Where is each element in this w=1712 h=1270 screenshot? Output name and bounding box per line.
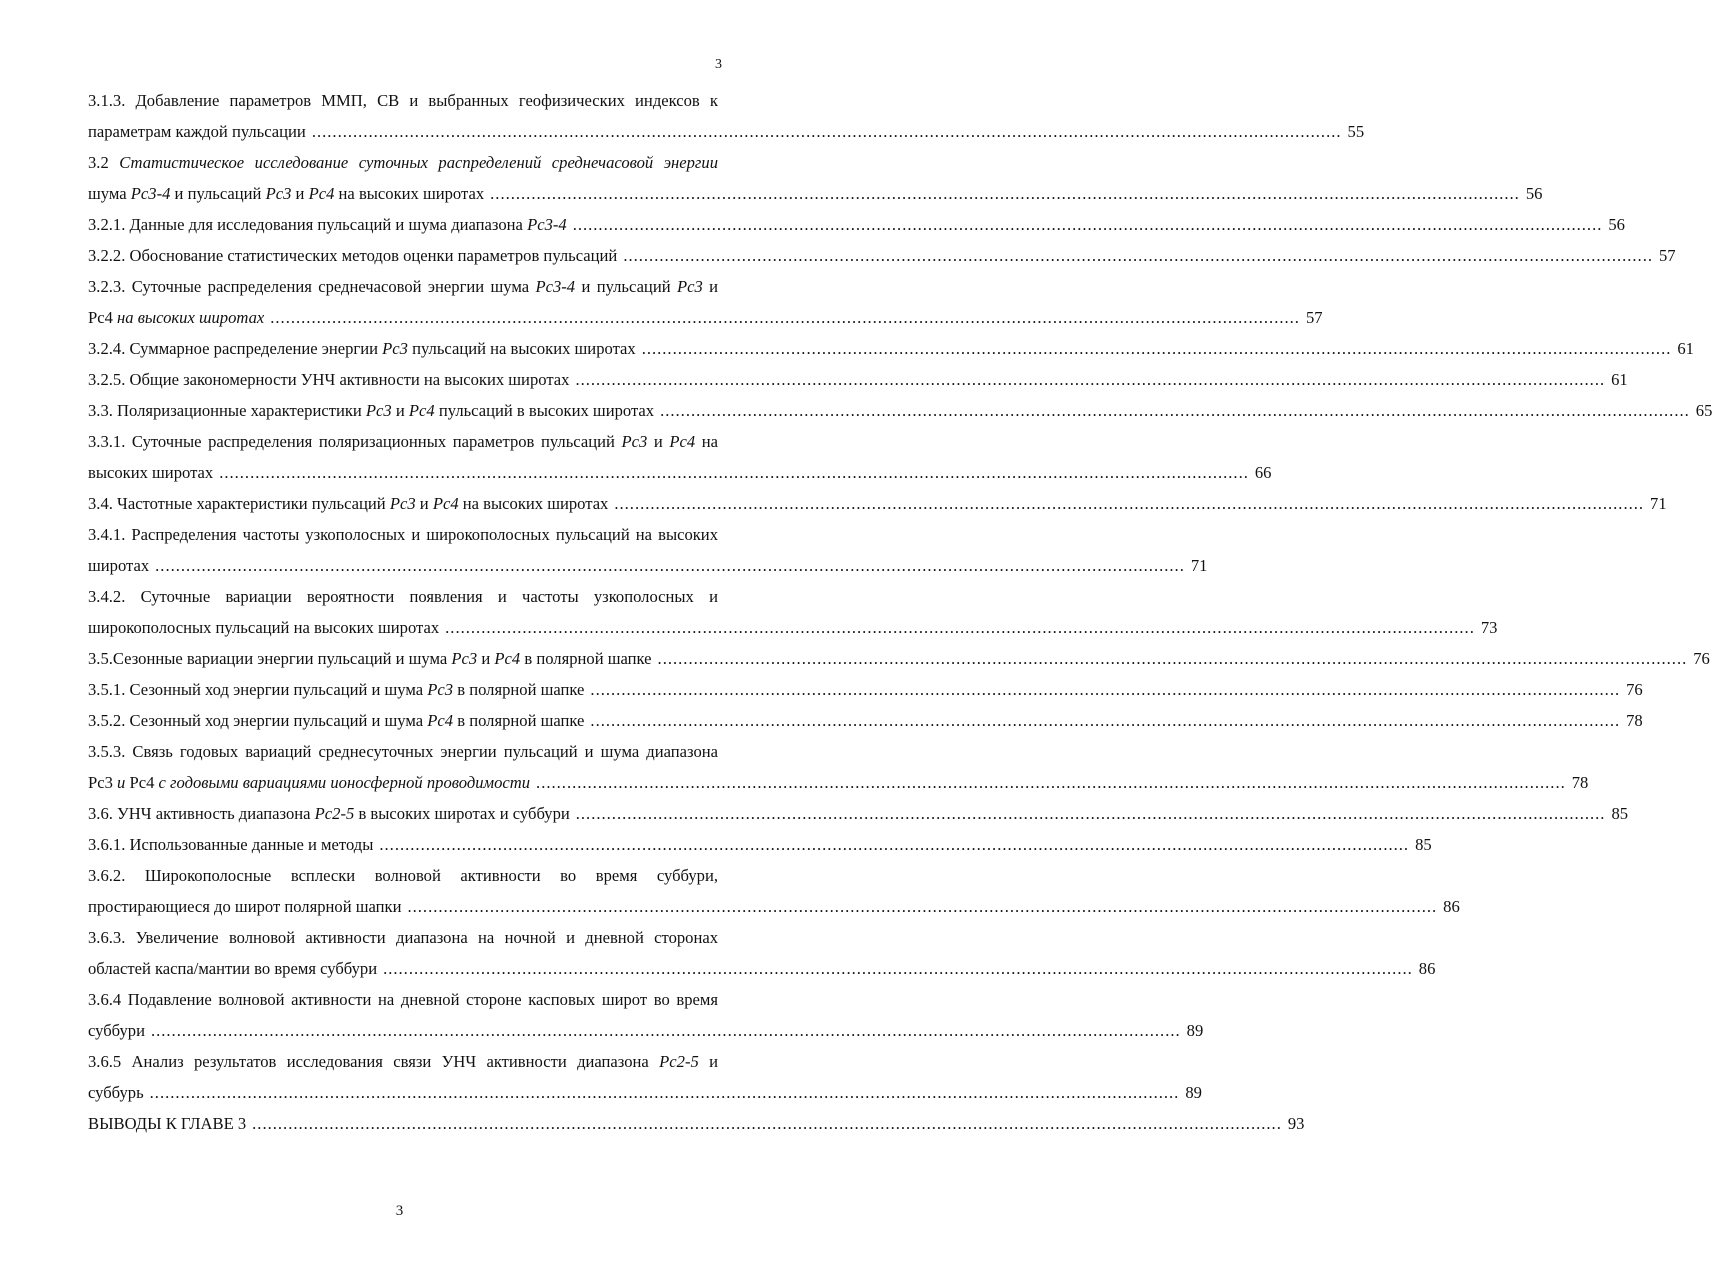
- toc-entry-title: [88, 302, 264, 333]
- toc-entry-line[interactable]: [88, 550, 1208, 581]
- entry-text: 3.2.5. Общие закономерности УНЧ активности на высоких широтах: [88, 370, 570, 389]
- toc-page-number: 61: [1611, 370, 1628, 389]
- entry-text: в полярной шапке: [453, 711, 585, 730]
- entry-text: в полярной шапке: [453, 680, 585, 699]
- toc-entry-line: [88, 581, 718, 612]
- toc-entry-title: [88, 643, 652, 674]
- toc-entry-title: [88, 488, 608, 519]
- dot-leader: ........................................................................................................................................................................................................: [614, 494, 1645, 513]
- entry-text: Pc3: [88, 773, 113, 792]
- toc-page-number: 66: [1254, 463, 1272, 482]
- toc-entry-line: [88, 1046, 718, 1077]
- entry-text: ВЫВОДЫ К ГЛАВЕ 3: [88, 1114, 247, 1133]
- entry-text: 3.6.2. Широкополосные всплески волновой активности во время суббури,: [88, 866, 718, 885]
- toc-entry-line[interactable]: [88, 364, 1628, 395]
- toc-page-number: 56: [1608, 215, 1625, 234]
- toc-entry-title: [88, 612, 439, 643]
- dot-leader: ........................................................................................................................................................................................................: [407, 897, 1438, 916]
- entry-text: высоких широтах: [88, 463, 214, 482]
- entry-text: 3.5.Сезонные вариации энергии пульсаций и шума: [88, 649, 452, 668]
- italic-term: Pc4: [669, 432, 696, 451]
- footer-page-number: 3: [395, 1203, 404, 1219]
- entry-text: 3.1.3. Добавление параметров ММП, СВ и выбранных геофизических индексов к: [88, 91, 718, 110]
- toc-entry-title: [88, 550, 149, 581]
- entry-text: 3.4.1. Распределения частоты узкополосных и широкополосных пульсаций на высоких: [88, 525, 718, 544]
- entry-text: шума: [88, 184, 131, 203]
- toc-entry-line[interactable]: [88, 1108, 1305, 1139]
- toc-entry-title: [88, 798, 570, 829]
- toc-page-number: 76: [1693, 649, 1710, 668]
- header-page-number: 3: [715, 57, 722, 72]
- toc-entry-line[interactable]: [88, 240, 1676, 271]
- entry-text: 3.5.2. Сезонный ход энергии пульсаций и шума: [88, 711, 428, 730]
- toc-entry-line[interactable]: [88, 178, 1543, 209]
- italic-term: Pc4: [427, 711, 454, 730]
- italic-term: на высоких широтах: [112, 308, 265, 327]
- entry-text: 3.6.3. Увеличение волновой активности диапазона на ночной и дневной сторонах: [88, 928, 718, 947]
- dot-leader: ........................................................................................................................................................................................................: [219, 463, 1249, 482]
- entry-text: 3.6.4 Подавление волновой активности на дневной стороне касповых широт во время: [88, 990, 718, 1009]
- toc-entry-title: [88, 1077, 144, 1108]
- dot-leader: ........................................................................................................................................................................................................: [657, 649, 1688, 668]
- toc-entry-line[interactable]: [88, 612, 1498, 643]
- dot-leader: ........................................................................................................................................................................................................: [270, 308, 1300, 327]
- toc-entry-line[interactable]: [88, 953, 1436, 984]
- toc-entry-line: [88, 860, 718, 891]
- toc-entry-line[interactable]: [88, 891, 1460, 922]
- entry-text: Pc4: [88, 308, 113, 327]
- entry-text: в полярной шапке: [520, 649, 652, 668]
- dot-leader: ........................................................................................................................................................................................................: [572, 215, 1603, 234]
- italic-term: Pc3: [427, 680, 454, 699]
- italic-term: Pc2-5: [659, 1052, 699, 1071]
- toc-entry-title: [88, 891, 401, 922]
- entry-text: 3.2.3. Суточные распределения среднечасовой энергии шума: [88, 277, 536, 296]
- dot-leader: ........................................................................................................................................................................................................: [155, 556, 1185, 575]
- toc-entry-line[interactable]: [88, 116, 1365, 147]
- toc-page-number: 71: [1650, 494, 1667, 513]
- dot-leader: ........................................................................................................................................................................................................: [150, 1021, 1181, 1040]
- entry-text: 3.6. УНЧ активность диапазона: [88, 804, 315, 823]
- dot-leader: ........................................................................................................................................................................................................: [383, 959, 1413, 978]
- dot-leader: ........................................................................................................................................................................................................: [575, 804, 1606, 823]
- toc-entry-line: [88, 147, 718, 178]
- toc-page-number: 89: [1186, 1021, 1204, 1040]
- entry-text: и пульсаций: [575, 277, 677, 296]
- toc-page-number: 86: [1443, 897, 1460, 916]
- entry-text: пульсаций на высоких широтах: [407, 339, 636, 358]
- toc-page-number: 85: [1611, 804, 1629, 823]
- dot-leader: ........................................................................................................................................................................................................: [379, 835, 1410, 854]
- toc-page-number: 93: [1287, 1114, 1305, 1133]
- toc-entry-line[interactable]: [88, 488, 1667, 519]
- toc-entry-title: [88, 1108, 246, 1139]
- italic-term: с годовыми вариациями ионосферной проводимости: [154, 773, 531, 792]
- dot-leader: ........................................................................................................................................................................................................: [445, 618, 1475, 637]
- toc-entry-line[interactable]: [88, 643, 1710, 674]
- italic-term: Pc3: [676, 277, 703, 296]
- toc-entry-title: [88, 457, 213, 488]
- toc-entry-title: [88, 178, 484, 209]
- italic-term: Pc4: [494, 649, 521, 668]
- italic-term: и: [112, 773, 130, 792]
- dot-leader: ........................................................................................................................................................................................................: [590, 711, 1621, 730]
- dot-leader: ........................................................................................................................................................................................................: [252, 1114, 1282, 1133]
- toc-entry-title: [88, 705, 584, 736]
- toc-entry-title: [88, 767, 530, 798]
- toc-entry-title: [88, 829, 373, 860]
- entry-text: в высоких широтах и суббури: [354, 804, 570, 823]
- entry-text: простирающиеся до широт полярной шапки: [88, 897, 402, 916]
- toc-entry-line: [88, 984, 718, 1015]
- toc-entry-line: [88, 85, 718, 116]
- toc-entry-line[interactable]: [88, 457, 1272, 488]
- toc-entry-title: [88, 333, 636, 364]
- toc-entry-line: [88, 922, 718, 953]
- entry-text: на: [695, 432, 718, 451]
- toc-entry-line[interactable]: [88, 767, 1589, 798]
- italic-term: Pc3: [451, 649, 478, 668]
- dot-leader: ........................................................................................................................................................................................................: [536, 773, 1566, 792]
- toc-page-number: 86: [1418, 959, 1436, 978]
- entry-text: 3.5.3. Связь годовых вариаций среднесуточных энергии пульсаций и шума диапазона: [88, 742, 718, 761]
- dot-leader: ........................................................................................................................................................................................................: [590, 680, 1621, 699]
- toc-entry-title: [88, 364, 569, 395]
- entry-text: 3.2: [88, 153, 109, 172]
- toc-entry-line[interactable]: [88, 395, 1712, 426]
- toc-entry-line[interactable]: [88, 209, 1625, 240]
- dot-leader: ........................................................................................................................................................................................................: [490, 184, 1520, 203]
- entry-text: параметрам каждой пульсации: [88, 122, 306, 141]
- toc-page-number: 65: [1695, 401, 1712, 420]
- toc-entry-line: [88, 736, 718, 767]
- entry-text: пульсаций в высоких широтах: [434, 401, 655, 420]
- italic-term: Pc4: [408, 401, 435, 420]
- dot-leader: ........................................................................................................................................................................................................: [311, 122, 1342, 141]
- toc-page-number: 61: [1677, 339, 1694, 358]
- toc-entry-line[interactable]: [88, 798, 1629, 829]
- entry-text: 3.2.4. Суммарное распределение энергии: [88, 339, 383, 358]
- toc-entry-line[interactable]: [88, 829, 1432, 860]
- italic-term: Статистическое исследование суточных распределений среднечасовой энергии: [108, 153, 718, 172]
- dot-leader: ........................................................................................................................................................................................................: [660, 401, 1690, 420]
- toc-page-number: 73: [1480, 618, 1498, 637]
- toc-page-number: 56: [1525, 184, 1543, 203]
- toc-page-number: 76: [1626, 680, 1643, 699]
- toc-entry-line[interactable]: [88, 333, 1694, 364]
- entry-text: 3.5.1. Сезонный ход энергии пульсаций и шума: [88, 680, 428, 699]
- entry-text: суббурь: [88, 1083, 144, 1102]
- toc-entry-title: [88, 395, 654, 426]
- entry-text: 3.2.1. Данные для исследования пульсаций и шума диапазона: [88, 215, 528, 234]
- entry-text: и: [702, 277, 718, 296]
- toc-page-number: 71: [1190, 556, 1208, 575]
- entry-text: областей каспа/мантии во время суббури: [88, 959, 378, 978]
- entry-text: Pc4: [129, 773, 155, 792]
- toc-entry-title: [88, 953, 377, 984]
- entry-text: и: [415, 494, 433, 513]
- toc-entry-title: [88, 209, 567, 240]
- entry-text: 3.3.1. Суточные распределения поляризационных параметров пульсаций: [88, 432, 622, 451]
- italic-term: Pc3: [265, 184, 292, 203]
- toc-page-number: 89: [1185, 1083, 1202, 1102]
- entry-text: и пульсаций: [170, 184, 266, 203]
- entry-text: и: [291, 184, 309, 203]
- entry-text: суббури: [88, 1021, 145, 1040]
- italic-term: Pc3: [621, 432, 648, 451]
- dot-leader: ........................................................................................................................................................................................................: [641, 339, 1672, 358]
- entry-text: и: [698, 1052, 718, 1071]
- entry-text: 3.3. Поляризационные характеристики: [88, 401, 366, 420]
- entry-text: и: [477, 649, 495, 668]
- italic-term: Pc3-4: [527, 215, 567, 234]
- toc-entry-line[interactable]: [88, 1015, 1204, 1046]
- toc-page-number: 57: [1659, 246, 1676, 265]
- toc-entry-title: [88, 1015, 145, 1046]
- entry-text: и: [391, 401, 409, 420]
- toc-entry-line: [88, 426, 718, 457]
- toc-page-number: 55: [1347, 122, 1365, 141]
- toc-page-number: 85: [1415, 835, 1432, 854]
- entry-text: и: [647, 432, 670, 451]
- toc-page-number: 78: [1626, 711, 1643, 730]
- italic-term: Pc3-4: [130, 184, 171, 203]
- italic-term: Pc4: [432, 494, 459, 513]
- italic-term: Pc3: [365, 401, 392, 420]
- italic-term: Pc3: [382, 339, 408, 358]
- dot-leader: ........................................................................................................................................................................................................: [575, 370, 1606, 389]
- toc-entry-title: [88, 116, 306, 147]
- entry-text: на высоких широтах: [458, 494, 609, 513]
- dot-leader: ........................................................................................................................................................................................................: [623, 246, 1653, 265]
- entry-text: широтах: [88, 556, 150, 575]
- entry-text: на высоких широтах: [334, 184, 485, 203]
- toc-entry-title: [88, 240, 617, 271]
- dot-leader: ........................................................................................................................................................................................................: [149, 1083, 1180, 1102]
- italic-term: Pc4: [308, 184, 335, 203]
- toc-entry-title: [88, 674, 584, 705]
- entry-text: широкополосных пульсаций на высоких широтах: [88, 618, 440, 637]
- toc-page-number: 57: [1305, 308, 1323, 327]
- toc-entry-line[interactable]: [88, 674, 1643, 705]
- italic-term: Pc2-5: [314, 804, 355, 823]
- entry-text: 3.6.1. Использованные данные и методы: [88, 835, 374, 854]
- toc-entry-line: [88, 271, 718, 302]
- toc-entry-line[interactable]: [88, 1077, 1202, 1108]
- toc-page-number: 78: [1571, 773, 1589, 792]
- toc-entry-line[interactable]: [88, 705, 1643, 736]
- table-of-contents: [88, 85, 1712, 1139]
- entry-text: 3.4. Частотные характеристики пульсаций: [88, 494, 390, 513]
- entry-text: 3.4.2. Суточные вариации вероятности появления и частоты узкополосных и: [88, 587, 718, 606]
- toc-entry-line[interactable]: [88, 302, 1323, 333]
- toc-entry-line: [88, 519, 718, 550]
- entry-text: 3.6.5 Анализ результатов исследования связи УНЧ активности диапазона: [88, 1052, 660, 1071]
- italic-term: Pc3-4: [535, 277, 576, 296]
- italic-term: Pc3: [389, 494, 416, 513]
- entry-text: 3.2.2. Обоснование статистических методов оценки параметров пульсаций: [88, 246, 618, 265]
